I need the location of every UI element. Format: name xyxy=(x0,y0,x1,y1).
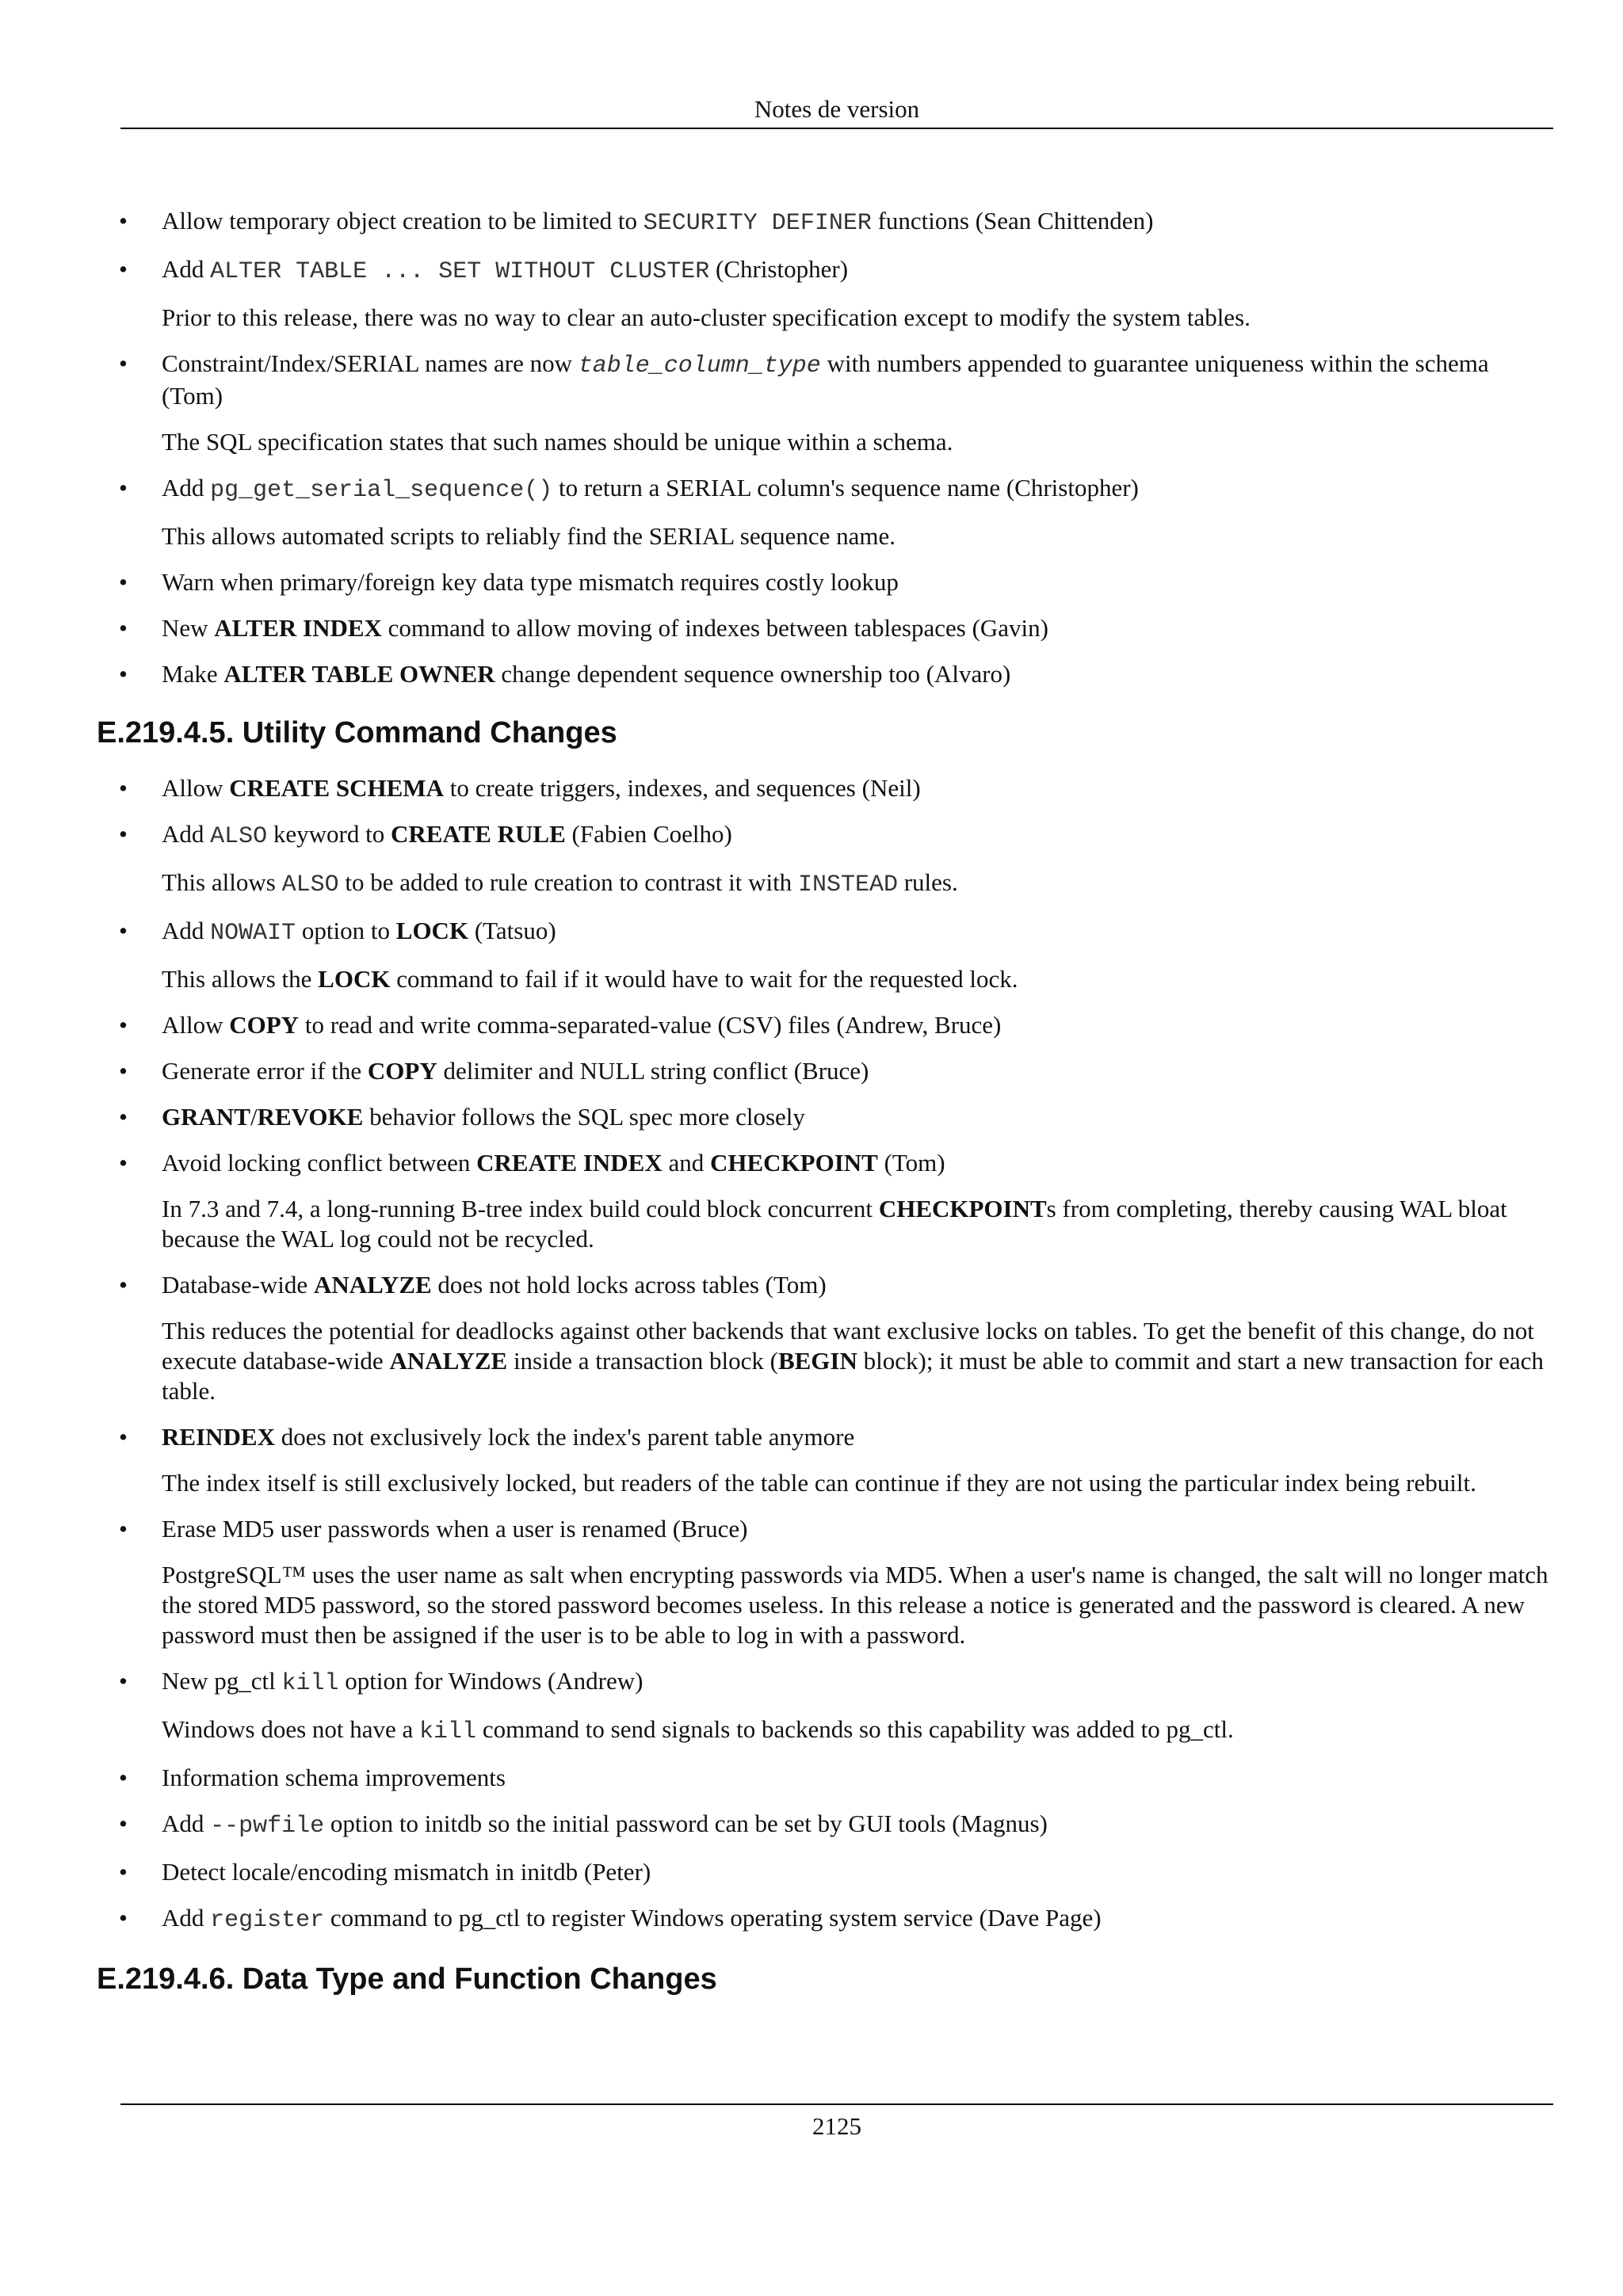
text-run: does not hold locks across tables (Tom) xyxy=(431,1271,827,1299)
bold-term: COPY xyxy=(367,1057,437,1085)
text-run: Prior to this release, there was no way to clear an auto-cluster specification except to modify the system tables. xyxy=(162,303,1251,331)
item-list-group-2 xyxy=(97,773,1555,1936)
bold-term: LOCK xyxy=(395,917,469,944)
code-literal: pg_get_serial_sequence() xyxy=(210,477,553,504)
bullet-marker: • xyxy=(119,1271,128,1299)
bold-term: ALTER TABLE OWNER xyxy=(223,660,495,688)
text-run: Constraint/Index/SERIAL names are now xyxy=(162,349,579,377)
list-item-note xyxy=(162,1316,1555,1406)
code-literal: kill xyxy=(281,1670,339,1697)
bullet-marker: • xyxy=(119,820,128,848)
code-literal: ALSO xyxy=(210,823,268,850)
bullet-marker: • xyxy=(119,349,128,377)
bold-term: CREATE RULE xyxy=(391,820,566,848)
bullet-marker: • xyxy=(119,568,128,596)
list-item-text xyxy=(162,1270,1555,1300)
text-run: behavior follows the SQL spec more closely xyxy=(363,1103,805,1131)
list-item-text xyxy=(162,254,1555,287)
text-run: command to send signals to backends so this capability was added to pg_ctl. xyxy=(476,1715,1234,1743)
code-literal: --pwfile xyxy=(210,1813,325,1840)
list-item xyxy=(97,916,1555,994)
text-run: Allow temporary object creation to be limited to xyxy=(162,207,643,235)
code-literal: ALSO xyxy=(281,871,339,898)
bold-term: LOCK xyxy=(318,965,391,993)
text-run: s from completing, thereby causing WAL bloat because the WAL log could not be recycled. xyxy=(162,1195,1507,1253)
page-number: 2125 xyxy=(812,2112,861,2140)
list-item xyxy=(97,206,1555,238)
list-item-note xyxy=(162,1468,1555,1498)
bold-term: GRANT xyxy=(162,1103,250,1131)
text-run: with numbers appended to guarantee uniqueness within the schema (Tom) xyxy=(162,349,1489,410)
bold-term: ANALYZE xyxy=(313,1271,432,1299)
text-run: Detect locale/encoding mismatch in initdb (Peter) xyxy=(162,1858,651,1886)
list-item-text xyxy=(162,1666,1555,1699)
bullet-marker: • xyxy=(119,1423,128,1451)
bold-term: COPY xyxy=(229,1011,300,1039)
text-run: to return a SERIAL column's sequence name (Christopher) xyxy=(552,474,1139,502)
text-run: Database-wide xyxy=(162,1271,314,1299)
text-run: rules. xyxy=(897,868,958,896)
bullet-marker: • xyxy=(119,1149,128,1177)
list-item-text xyxy=(162,567,1555,597)
bold-term: CHECKPOINT xyxy=(709,1149,878,1177)
bold-term: BEGIN xyxy=(777,1347,857,1375)
list-item xyxy=(97,1666,1555,1747)
page-content xyxy=(97,206,1555,2019)
bullet-marker: • xyxy=(119,1904,128,1932)
bold-term: REINDEX xyxy=(162,1423,275,1451)
text-run: option to xyxy=(296,917,396,944)
list-item xyxy=(97,1148,1555,1254)
code-literal: SECURITY DEFINER xyxy=(643,210,872,237)
list-item-text xyxy=(162,1763,1555,1793)
bullet-marker: • xyxy=(119,207,128,235)
bullet-marker: • xyxy=(119,1515,128,1543)
list-item xyxy=(97,1763,1555,1793)
text-run: This reduces the potential for deadlocks against other backends that want exclusive locks on tables. To get the benefit of this change, do not execute database-wide xyxy=(162,1317,1534,1375)
text-run: inside a transaction block ( xyxy=(507,1347,778,1375)
list-item-text xyxy=(162,473,1555,505)
text-run: to read and write comma-separated-value (CSV) files (Andrew, Bruce) xyxy=(299,1011,1002,1039)
list-item-text xyxy=(162,349,1555,411)
bullet-marker: • xyxy=(119,1858,128,1886)
bullet-marker: • xyxy=(119,1667,128,1695)
header-rule xyxy=(120,128,1553,129)
bullet-marker: • xyxy=(119,660,128,688)
text-run: command to allow moving of indexes between tablespaces (Gavin) xyxy=(381,614,1048,642)
text-run: delimiter and NULL string conflict (Bruce) xyxy=(437,1057,869,1085)
text-run: Add xyxy=(162,1810,211,1837)
text-run: Allow xyxy=(162,774,230,802)
text-run: Make xyxy=(162,660,224,688)
text-run: New xyxy=(162,614,215,642)
text-run: command to pg_ctl to register Windows operating system service (Dave Page) xyxy=(324,1904,1102,1932)
text-run: to create triggers, indexes, and sequences (Neil) xyxy=(443,774,921,802)
text-run: New pg_ctl xyxy=(162,1667,282,1695)
bullet-marker: • xyxy=(119,614,128,642)
text-run: to be added to rule creation to contrast it with xyxy=(338,868,798,896)
list-item-note xyxy=(162,1714,1555,1747)
text-run: The SQL specification states that such names should be unique within a schema. xyxy=(162,428,953,456)
text-run: The index itself is still exclusively locked, but readers of the table can continue if they are not using the particular index being rebuilt. xyxy=(162,1469,1476,1497)
text-run: change dependent sequence ownership too (Alvaro) xyxy=(495,660,1011,688)
bold-term: ALTER INDEX xyxy=(214,614,382,642)
list-item xyxy=(97,613,1555,643)
list-item-text xyxy=(162,916,1555,948)
list-item-text xyxy=(162,1102,1555,1132)
bullet-marker: • xyxy=(119,774,128,802)
text-run: (Tom) xyxy=(877,1149,945,1177)
list-item xyxy=(97,659,1555,689)
list-item-text xyxy=(162,1857,1555,1887)
text-run: Allow xyxy=(162,1011,230,1039)
list-item-text xyxy=(162,1148,1555,1178)
bullet-marker: • xyxy=(119,917,128,944)
list-item-text xyxy=(162,1809,1555,1841)
list-item-note xyxy=(162,521,1555,551)
list-item-text xyxy=(162,1514,1555,1544)
list-item xyxy=(97,773,1555,803)
running-header: Notes de version xyxy=(754,95,920,123)
bullet-marker: • xyxy=(119,1103,128,1131)
code-literal: ALTER TABLE ... SET WITHOUT CLUSTER xyxy=(210,258,710,285)
list-item-text xyxy=(162,1010,1555,1040)
list-item xyxy=(97,1514,1555,1650)
code-literal: INSTEAD xyxy=(797,871,898,898)
text-run: This allows automated scripts to reliably find the SERIAL sequence name. xyxy=(162,522,896,550)
list-item-note xyxy=(162,868,1555,900)
text-run: keyword to xyxy=(267,820,391,848)
list-item xyxy=(97,567,1555,597)
text-run: block); it must be able to commit and start a new transaction for each table. xyxy=(162,1347,1544,1405)
bullet-marker: • xyxy=(119,474,128,502)
text-run: option for Windows (Andrew) xyxy=(338,1667,643,1695)
footer-rule xyxy=(120,2103,1553,2105)
text-run: (Tatsuo) xyxy=(468,917,556,944)
bullet-marker: • xyxy=(119,1011,128,1039)
list-item-note xyxy=(162,427,1555,457)
bold-term: ANALYZE xyxy=(389,1347,508,1375)
text-run: Erase MD5 user passwords when a user is renamed (Bruce) xyxy=(162,1515,748,1543)
list-item-note xyxy=(162,303,1555,333)
text-run: / xyxy=(250,1103,258,1131)
text-run: Information schema improvements xyxy=(162,1764,506,1791)
text-run: and xyxy=(662,1149,710,1177)
list-item xyxy=(97,1857,1555,1887)
list-item-note xyxy=(162,1194,1555,1254)
list-item-text xyxy=(162,773,1555,803)
bullet-marker: • xyxy=(119,255,128,283)
text-run: PostgreSQL™ uses the user name as salt when encrypting passwords via MD5. When a user's name is changed, the salt will no longer match the stored MD5 password, so the stored password becomes useless. In this release a notice is generated and the password is cleared. A new password must then be assigned if the user is to be able to log in with a password. xyxy=(162,1561,1549,1649)
list-item xyxy=(97,473,1555,551)
text-run: Generate error if the xyxy=(162,1057,368,1085)
text-run: command to fail if it would have to wait for the requested lock. xyxy=(390,965,1018,993)
bold-term: REVOKE xyxy=(257,1103,364,1131)
section-title-utility-command-changes: E.219.4.5. Utility Command Changes xyxy=(97,716,617,749)
list-item xyxy=(97,819,1555,900)
list-item xyxy=(97,1903,1555,1936)
code-literal: NOWAIT xyxy=(210,920,296,947)
list-item xyxy=(97,1056,1555,1086)
text-run: does not exclusively lock the index's parent table anymore xyxy=(274,1423,855,1451)
text-run: This allows the xyxy=(162,965,319,993)
list-item xyxy=(97,1102,1555,1132)
list-item-text xyxy=(162,659,1555,689)
list-item-note xyxy=(162,1560,1555,1650)
bullet-marker: • xyxy=(119,1810,128,1837)
text-run: Warn when primary/foreign key data type mismatch requires costly lookup xyxy=(162,568,899,596)
item-list-group-1 xyxy=(97,206,1555,689)
list-item xyxy=(97,1809,1555,1841)
list-item-text xyxy=(162,613,1555,643)
text-run: functions (Sean Chittenden) xyxy=(871,207,1154,235)
text-run: (Fabien Coelho) xyxy=(565,820,732,848)
list-item xyxy=(97,1422,1555,1498)
text-run: option to initdb so the initial password can be set by GUI tools (Magnus) xyxy=(324,1810,1048,1837)
bullet-marker: • xyxy=(119,1764,128,1791)
text-run: (Christopher) xyxy=(709,255,849,283)
code-literal: kill xyxy=(419,1718,477,1745)
list-item xyxy=(97,1270,1555,1406)
list-item-text xyxy=(162,206,1555,238)
text-run: This allows xyxy=(162,868,282,896)
text-run: Add xyxy=(162,917,211,944)
text-run: Add xyxy=(162,820,211,848)
code-replaceable: table_column_type xyxy=(578,353,821,379)
section-title-data-type-function-changes: E.219.4.6. Data Type and Function Changes xyxy=(97,1962,717,1996)
list-item xyxy=(97,349,1555,457)
bullet-marker: • xyxy=(119,1057,128,1085)
code-literal: register xyxy=(210,1907,325,1934)
list-item xyxy=(97,254,1555,333)
text-run: Add xyxy=(162,1904,211,1932)
text-run: Add xyxy=(162,474,211,502)
text-run: Windows does not have a xyxy=(162,1715,420,1743)
text-run: Add xyxy=(162,255,211,283)
list-item-text xyxy=(162,1056,1555,1086)
text-run: In 7.3 and 7.4, a long-running B-tree index build could block concurrent xyxy=(162,1195,879,1222)
list-item-text xyxy=(162,1422,1555,1452)
list-item xyxy=(97,1010,1555,1040)
list-item-text xyxy=(162,819,1555,852)
text-run: Avoid locking conflict between xyxy=(162,1149,477,1177)
bold-term: CHECKPOINT xyxy=(878,1195,1047,1222)
list-item-text xyxy=(162,1903,1555,1936)
bold-term: CREATE SCHEMA xyxy=(229,774,444,802)
list-item-note xyxy=(162,964,1555,994)
bold-term: CREATE INDEX xyxy=(476,1149,663,1177)
